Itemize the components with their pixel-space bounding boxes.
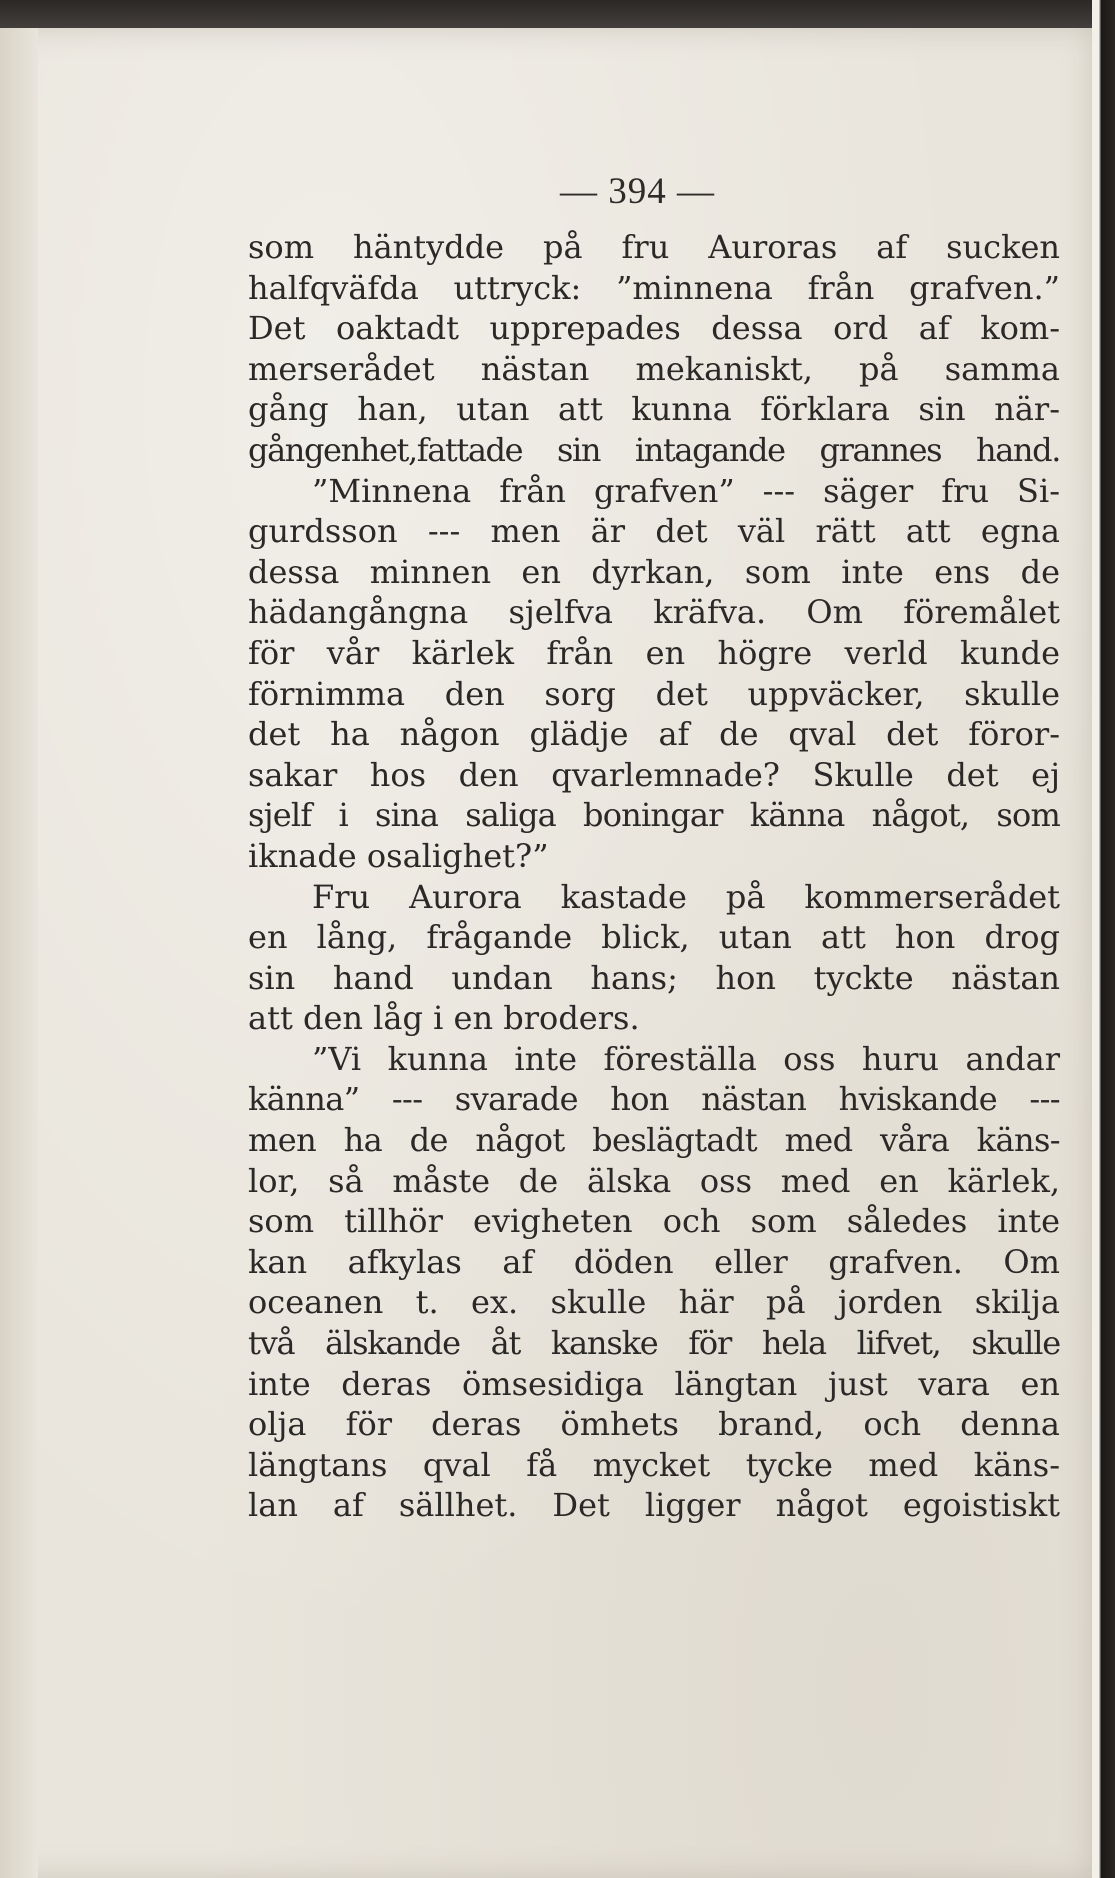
body-text — [248, 227, 1060, 1526]
text-line: känna” --- svarade hon nästan hviskande --- — [248, 1080, 1060, 1119]
text-line: en lång, frågande blick, utan att hon drog — [248, 918, 1060, 957]
text-line: kan afkylas af döden eller grafven. Om — [248, 1242, 1060, 1281]
text-line: sakar hos den qvarlemnade? Skulle det ej — [248, 755, 1060, 794]
text-line: att den låg i en broders. — [248, 999, 640, 1038]
text-line: sjelf i sina saliga boningar känna något, som — [248, 796, 1060, 835]
text-line: ”Minnena från grafven” --- säger fru Si- — [312, 471, 1060, 510]
text-line: men ha de något beslägtadt med våra käns- — [248, 1121, 1060, 1160]
facing-page-edge — [1092, 0, 1115, 1878]
text-line: hädangångna sjelfva kräfva. Om föremålet — [248, 593, 1060, 632]
text-line: två älskande åt kanske för hela lifvet, skulle — [248, 1324, 1060, 1363]
text-line: sin hand undan hans; hon tyckte nästan — [248, 958, 1060, 997]
text-line: ”Vi kunna inte föreställa oss huru andar — [312, 1039, 1060, 1078]
text-line: förnimma den sorg det uppväcker, skulle — [248, 674, 1060, 713]
text-line: gurdsson --- men är det väl rätt att egna — [248, 512, 1060, 551]
text-line: som häntydde på fru Auroras af sucken — [248, 228, 1060, 266]
text-line: olja för deras ömhets brand, och denna — [248, 1405, 1060, 1444]
text-line: som tillhör evigheten och som således inte — [248, 1202, 1060, 1241]
text-line: Fru Aurora kastade på kommerserådet — [312, 877, 1060, 916]
text-line: det ha någon glädje af de qval det föror- — [248, 715, 1060, 754]
page-number: — 394 — — [560, 171, 715, 212]
text-line: dessa minnen en dyrkan, som inte ens de — [248, 552, 1060, 591]
text-line: iknade osalighet?” — [248, 836, 549, 875]
text-line: lan af sällhet. Det ligger något egoistiskt — [248, 1486, 1060, 1525]
text-line: för vår kärlek från en högre verld kunde — [248, 633, 1060, 672]
text-line: merserådet nästan mekaniskt, på samma — [248, 349, 1060, 388]
text-line: inte deras ömsesidiga längtan just vara en — [248, 1364, 1060, 1403]
text-line: gångenhet,fattade sin intagande grannes hand. — [248, 430, 1060, 469]
text-line: längtans qval få mycket tycke med käns- — [248, 1445, 1060, 1484]
text-line: lor, så måste de älska oss med en kärlek, — [248, 1161, 1060, 1200]
text-line: halfqväfda uttryck: ”minnena från grafven.” — [248, 268, 1060, 307]
text-line: oceanen t. ex. skulle här på jorden skilja — [248, 1283, 1060, 1322]
text-line: Det oaktadt upprepades dessa ord af kom- — [248, 309, 1060, 348]
page-gutter-shadow — [0, 28, 38, 1878]
text-line: gång han, utan att kunna förklara sin när- — [248, 390, 1060, 429]
